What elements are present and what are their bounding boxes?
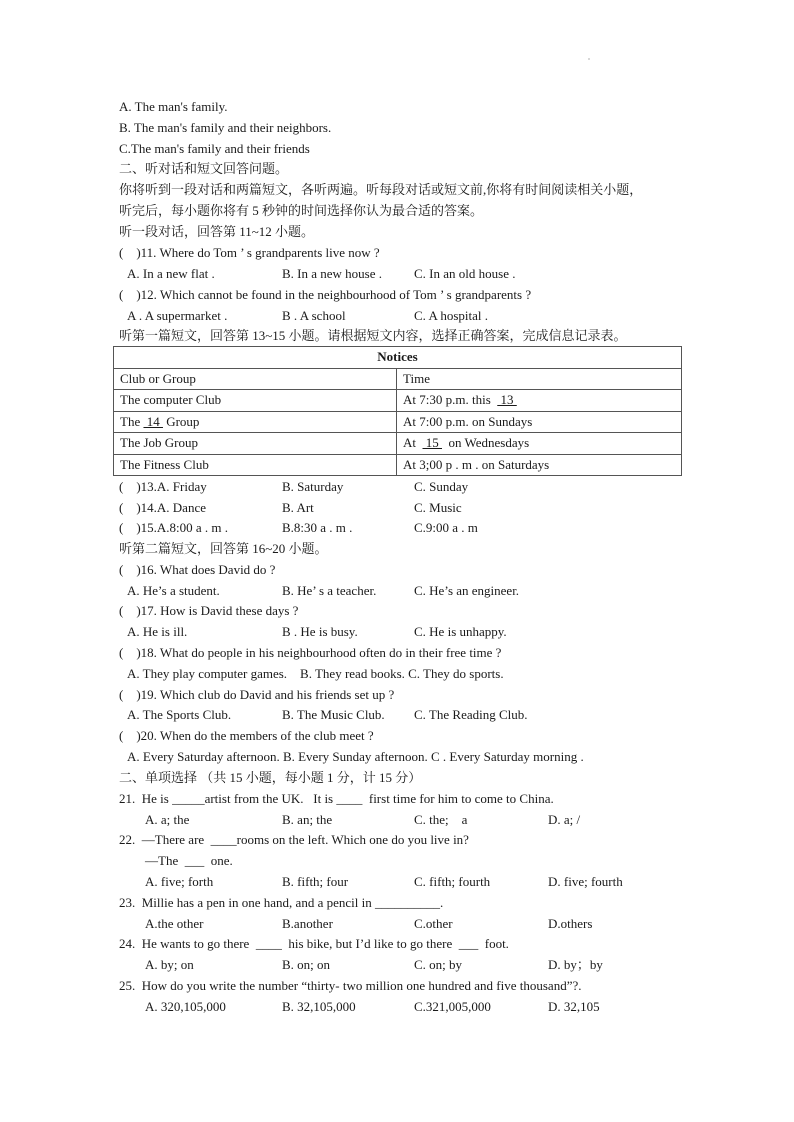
option: B.another <box>282 916 333 931</box>
option-line: A. They play computer games. B. They read books. C. They do sports. <box>127 666 504 681</box>
option: C.other <box>414 916 453 931</box>
table-row <box>114 454 682 476</box>
question-19: ( )19. Which club do David and his friends set up ? <box>119 687 395 702</box>
table-cell: The Job Group <box>114 433 397 455</box>
passage2-intro: 听第二篇短文，回答第 16~20 小题。 <box>119 541 328 556</box>
question-21: 21. He is _____artist from the UK. It is ____ first time for him to come to China. <box>119 791 554 806</box>
table-cell: At 7:00 p.m. on Sundays <box>397 411 682 433</box>
option: C. He is unhappy. <box>414 624 507 639</box>
question-18: ( )18. What do people in his neighbourhood often do in their free time ? <box>119 645 502 660</box>
option: C. In an old house . <box>414 266 516 281</box>
option: A. He’s a student. <box>127 583 220 598</box>
option: C. on; by <box>414 957 463 972</box>
table-row <box>114 390 682 412</box>
option: C. He’s an engineer. <box>414 583 520 598</box>
option: C. The Reading Club. <box>414 707 528 722</box>
question-12: ( )12. Which cannot be found in the neighbourhood of Tom ’ s grandparents ? <box>119 287 532 302</box>
option: C. Music <box>414 500 462 515</box>
option: C. A hospital . <box>414 308 489 323</box>
table-cell: The Fitness Club <box>114 454 397 476</box>
question-11: ( )11. Where do Tom ’ s grandparents live now ? <box>119 245 380 260</box>
option: C. the; a <box>414 812 468 827</box>
table-cell: At 7:30 p.m. this 13 <box>397 390 682 412</box>
option: B. He’ s a teacher. <box>282 583 377 598</box>
question-13: ( )13.A. Friday <box>119 479 207 494</box>
option: B. Art <box>282 500 314 515</box>
table-header: Time <box>397 368 682 390</box>
question-22-line2: —The ___ one. <box>145 853 233 868</box>
option: B. on; on <box>282 957 331 972</box>
option: B. Saturday <box>282 479 344 494</box>
option: A. He is ill. <box>127 624 188 639</box>
option: D.others <box>548 916 593 931</box>
option-line: A. Every Saturday afternoon. B. Every Sunday afternoon. C . Every Saturday morning . <box>127 749 584 764</box>
answer-blank: 13 <box>497 392 517 408</box>
option: B. In a new house . <box>282 266 383 281</box>
table-row <box>114 411 682 433</box>
question-20: ( )20. When do the members of the club meet ? <box>119 728 374 743</box>
question-15: ( )15.A.8:00 a . m . <box>119 520 229 535</box>
option: A. by; on <box>145 957 194 972</box>
question-16: ( )16. What does David do ? <box>119 562 276 577</box>
option: A. five; forth <box>145 874 214 889</box>
question-24: 24. He wants to go there ____ his bike, but I’d like to go there ___ foot. <box>119 936 509 951</box>
option: D. five; fourth <box>548 874 623 889</box>
option: A. In a new flat . <box>127 266 215 281</box>
option: A. The Sports Club. <box>127 707 232 722</box>
dialogue-intro: 听一段对话，回答第 11~12 小题。 <box>119 224 315 239</box>
table-cell: At 15 on Wednesdays <box>397 433 682 455</box>
option: B.8:30 a . m . <box>282 520 353 535</box>
question-22: 22. —There are ____rooms on the left. Which one do you live in? <box>119 832 469 847</box>
option: B . He is busy. <box>282 624 358 639</box>
option: A.the other <box>145 916 204 931</box>
question-25: 25. How do you write the number “thirty- two million one hundred and five thousand”?. <box>119 978 582 993</box>
option: B. 32,105,000 <box>282 999 356 1014</box>
answer-blank: 15 <box>422 435 442 451</box>
question-14: ( )14.A. Dance <box>119 500 206 515</box>
question-17: ( )17. How is David these days ? <box>119 603 299 618</box>
table-row <box>114 433 682 455</box>
option: B. The Music Club. <box>282 707 385 722</box>
instruction-line: 你将听到一段对话和两篇短文，各听两遍。听每段对话或短文前,你将有时间阅读相关小题， <box>119 182 643 197</box>
scan-dot <box>588 58 590 60</box>
option: C. fifth; fourth <box>414 874 491 889</box>
option: A . A supermarket . <box>127 308 228 323</box>
option-a: A. The man's family. <box>119 99 228 114</box>
section-heading: 二、听对话和短文回答问题。 <box>119 161 289 176</box>
option: D. by；by <box>548 957 603 972</box>
instruction-line: 听完后，每小题你将有 5 秒钟的时间选择你认为最合适的答案。 <box>119 203 484 218</box>
option: D. a; / <box>548 812 581 827</box>
notices-table <box>113 346 682 476</box>
option: C.9:00 a . m <box>414 520 478 535</box>
option: B. fifth; four <box>282 874 349 889</box>
table-cell: The 14 Group <box>114 411 397 433</box>
option: C. Sunday <box>414 479 469 494</box>
option: C.321,005,000 <box>414 999 491 1014</box>
option: A. 320,105,000 <box>145 999 226 1014</box>
passage1-intro: 听第一篇短文，回答第 13~15 小题。请根据短文内容，选择正确答案，完成信息记录表。 <box>119 328 627 343</box>
table-cell: At 3;00 p . m . on Saturdays <box>397 454 682 476</box>
section-heading: 二、单项选择 （共 15 小题，每小题 1 分，计 15 分） <box>119 770 422 785</box>
option: B. an; the <box>282 812 333 827</box>
option: A. a; the <box>145 812 190 827</box>
option: B . A school <box>282 308 346 323</box>
answer-blank: 14 <box>143 413 163 429</box>
question-23: 23. Millie has a pen in one hand, and a pencil in __________. <box>119 895 444 910</box>
option-b: B. The man's family and their neighbors. <box>119 120 332 135</box>
option-c: C.The man's family and their friends <box>119 141 310 156</box>
table-header: Club or Group <box>114 368 397 390</box>
table-title: Notices <box>114 347 682 369</box>
table-cell: The computer Club <box>114 390 397 412</box>
option: D. 32,105 <box>548 999 600 1014</box>
